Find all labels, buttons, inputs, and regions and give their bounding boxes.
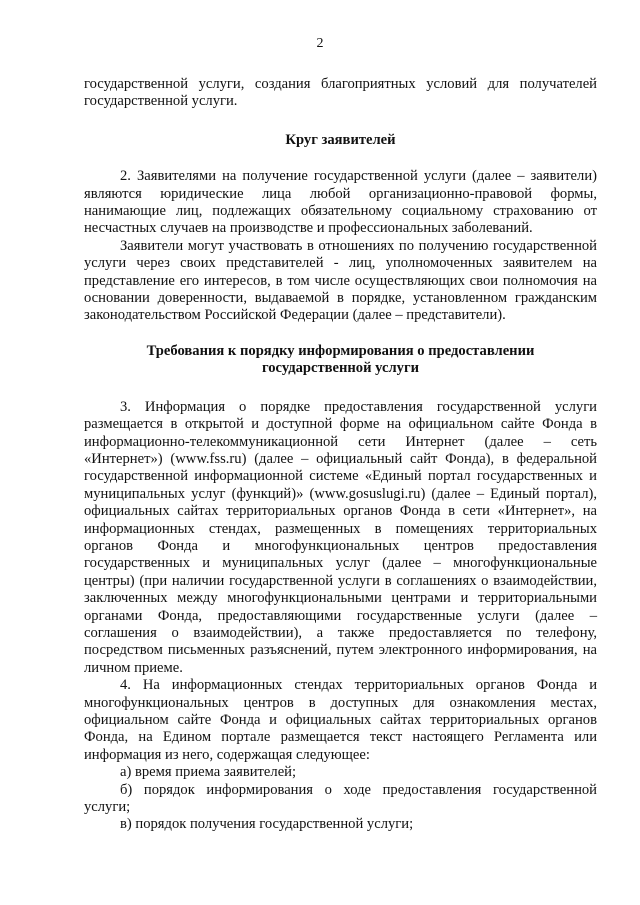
list-item-a: а) время приема заявителей; [120,764,297,781]
paragraph-3: 3. Информация о порядке предоставления государственной услуги размещается в открытой и доступной форме на официальном сайте Фонда в информационно-телекоммуникационной сети Интернет (далее – сеть «Интернет») (www.fss.ru) (далее – официальный сайт Фонда), в федеральной государственной информационной системе «Единый портал государственных и муниципальных услуг (функций)» (www.gosuslugi.ru) (далее – Единый портал), официальных сайтах территориальных органов Фонда в сети «Интернет», на информационных стендах, размещенных в помещениях территориальных органов Фонда и многофункциональных центров предоставления государственных и муниципальных услуг (далее – многофункциональные центры) (при наличии государственной услуги в соглашениях о взаимодействии, заключенных между многофункциональными центрами и территориальными органами Фонда, предоставляющими государственные услуги (далее – соглашения о взаимодействии), а также предоставляется по телефону, посредством письменных разъяснений, путем электронного информирования, на личном приеме. [84,398,597,676]
page-number: 2 [316,36,324,51]
paragraph-2: 2. Заявителями на получение государственной услуги (далее – заявители) являются юридические лица любой организационно-правовой формы, нанимающие лиц, подлежащих обязательному социальному страхованию от несчастных случаев на производстве и профессиональных заболеваний. [84,168,597,237]
section-heading-applicants: Круг заявителей [285,131,396,148]
section-heading-informing-line2: государственной услуги [261,360,420,377]
section-heading-informing-line1: Требования к порядку информирования о предоставлении [146,342,535,359]
document-body [84,76,597,834]
paragraph-representatives: Заявители могут участвовать в отношениях по получению государственной услуги через своих представителей - лиц, уполномоченных заявителем на представление его интересов, в том числе осуществляющих свои полномочия на основании доверенности, выдаваемой в порядке, установленном гражданским законодательством Российской Федерации (далее – представители). [84,237,597,324]
section-heading-informing [84,343,597,378]
list-item-c: в) порядок получения государственной услуги; [120,816,414,833]
continuation-paragraph: государственной услуги, создания благоприятных условий для получателей государственной услуги. [84,76,597,110]
list-item-b: б) порядок информирования о ходе предоставления государственной услуги; [84,781,597,816]
paragraph-4: 4. На информационных стендах территориальных органов Фонда и многофункциональных центров в доступных для ознакомления местах, официальном сайте Фонда и официальных сайтах территориальных органов Фонда, на Едином портале размещается текст настоящего Регламента или информация из него, содержащая следующее: [84,677,597,763]
